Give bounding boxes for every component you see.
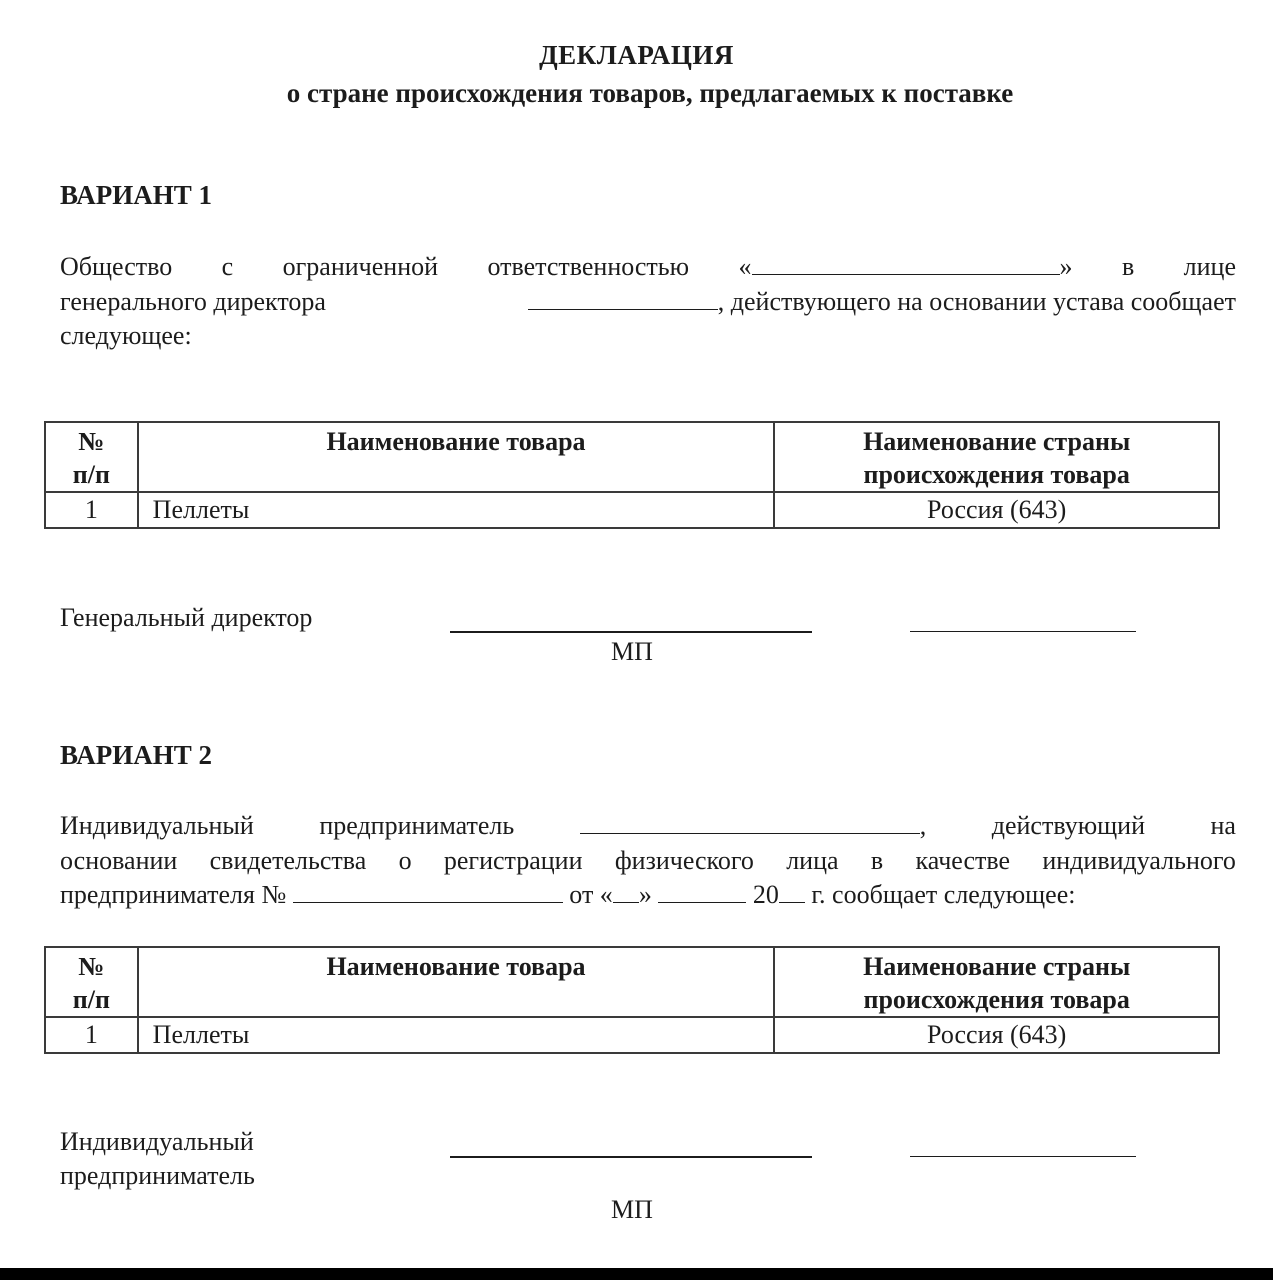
variant-1-paragraph-line-3: следующее: [60,321,192,350]
variant-1-heading: ВАРИАНТ 1 [60,180,213,210]
cell-product: Пеллеты [138,1017,775,1053]
variant-2-paragraph-line-1: Индивидуальный предприниматель , действующий на [60,811,1236,840]
variant-2-stamp-mark: МП [611,1195,653,1224]
column-header-number: № п/п [45,422,138,492]
variant-2-paragraph-line-2: основании свидетельства о регистрации физического лица в качестве индивидуального [60,845,1236,875]
variant-2-signature-label: Индивидуальный предприниматель [60,1127,255,1190]
cell-country: Россия (643) [774,1017,1219,1053]
variant-2-table [44,946,1220,1054]
company-name-blank [752,250,1060,275]
certificate-number-blank [293,878,563,903]
cell-number: 1 [45,492,138,528]
variant-1-stamp-mark: МП [611,637,653,666]
cell-product: Пеллеты [138,492,775,528]
variant-2-heading: ВАРИАНТ 2 [60,740,213,770]
bottom-edge-bar [0,1268,1273,1280]
variant-1-table [44,421,1220,529]
table-row [45,1017,1219,1053]
variant-1-paragraph-line-1: Общество с ограниченной ответственностью « » в лице [60,252,1236,281]
table-header-row [45,422,1219,492]
director-name-blank [528,285,718,310]
variant-2-paragraph-line-3: предпринимателя № от « » 20 г. сообщает следующее: [60,880,1076,909]
variant-2-name-line [910,1156,1136,1157]
column-header-product: Наименование товара [138,947,775,1017]
column-header-product: Наименование товара [138,422,775,492]
certificate-year-blank [779,878,805,903]
certificate-day-blank [613,878,639,903]
table-header-row [45,947,1219,1017]
cell-country: Россия (643) [774,492,1219,528]
table-row [45,492,1219,528]
variant-1-signature-label: Генеральный директор [60,603,313,632]
entrepreneur-name-blank [580,809,920,834]
variant-1-paragraph [60,250,1236,354]
column-header-country: Наименование страны происхождения товара [774,422,1219,492]
column-header-country: Наименование страны происхождения товара [774,947,1219,1017]
variant-1-signature-line [450,631,812,633]
document-subtitle: о стране происхождения товаров, предлагаемых к поставке [286,78,1014,108]
document-title: ДЕКЛАРАЦИЯ [539,40,734,70]
variant-2-paragraph [60,809,1236,913]
variant-1-name-line [910,631,1136,632]
cell-number: 1 [45,1017,138,1053]
certificate-month-blank [658,878,746,903]
column-header-number: № п/п [45,947,138,1017]
variant-2-signature-line [450,1156,812,1158]
variant-1-paragraph-line-2: генерального директора , действующего на основании устава сообщает [60,286,1236,316]
